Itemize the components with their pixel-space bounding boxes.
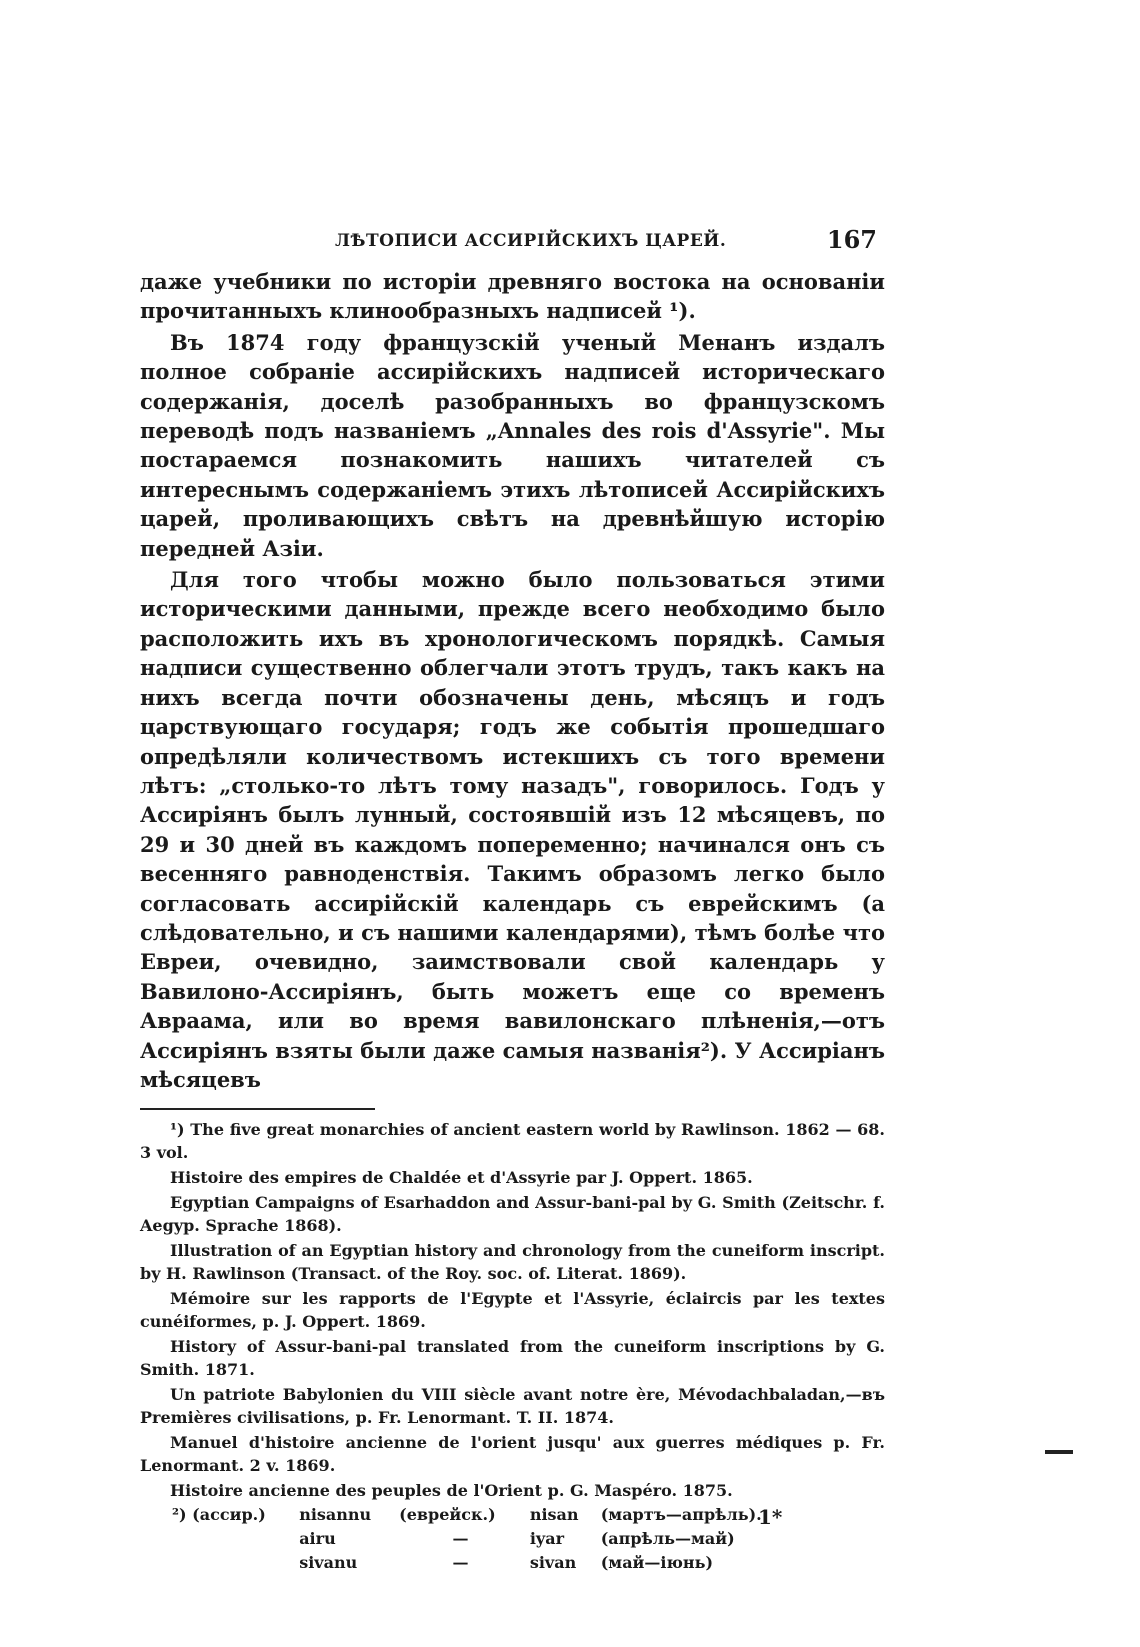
footnote-item: Egyptian Campaigns of Esarhaddon and Assur-bani-pal by G. Smith (Zeitschr. f. Aegyp. Sprache 1868). (140, 1193, 885, 1236)
main-text (140, 267, 885, 1094)
page-header (140, 225, 885, 261)
modern-months: (мартъ—апрѣль). (600, 1504, 762, 1524)
paragraph-2: Въ 1874 году французскій ученый Менанъ издалъ полное собраніе ассирійскихъ надписей историческаго содержанія, доселѣ разобранныхъ во французскомъ переводѣ подъ названіемъ „Annales des rois d'Assyrie". Мы постараемся познакомить нашихъ читателей съ интереснымъ содержаніемъ этихъ лѣтописей Ассирійскихъ царей, проливающихъ свѣтъ на древнѣйшую исторію передней Азіи. (140, 329, 885, 561)
modern-months: (апрѣль—май) (600, 1528, 735, 1548)
paragraph-3: Для того чтобы можно было пользоваться этими историческими данными, прежде всего необходимо было расположить ихъ въ хронологическомъ порядкѣ. Самыя надписи существенно облегчали этотъ трудъ, такъ какъ на нихъ всегда почти обозначены день, мѣсяцъ и годъ царствующаго государя; годъ же событія прошедшаго опредѣляли количествомъ истекшихъ съ того времени лѣтъ: „столько-то лѣтъ тому назадъ", говорилось. Годъ у Ассиріянъ былъ лунный, состоявшій изъ 12 мѣсяцевъ, по 29 и 30 дней въ каждомъ попеременно; начинался онъ съ весенняго равноденствія. Такимъ образомъ легко было согласовать ассирійскій календарь съ еврейскимъ (а слѣдовательно, и съ нашими календарями), тѣмъ болѣе что Евреи, очевидно, заимствовали свой календарь у Вавилоно-Ассиріянъ, быть можетъ еще со временъ Авраама, или во время вавилонскаго плѣненія,—отъ Ассиріянъ взяты были даже самыя названія²). У Ассиріанъ мѣсяцевъ (140, 567, 885, 1092)
edge-mark (1045, 1450, 1073, 1454)
book-page (140, 225, 885, 1574)
footnote-1: ¹) The five great monarchies of ancient eastern world by Rawlinson. 1862 — 68. 3 vol. (140, 1120, 885, 1163)
paragraph-1: даже учебники по исторіи древняго востока на основаніи прочитанныхъ клинообразныхъ надписей ¹). (140, 269, 885, 324)
assyrian-month: nisannu (299, 1504, 372, 1524)
language-label: (еврейск.) (399, 1504, 496, 1524)
language-label: — (452, 1552, 469, 1572)
footnote-divider (140, 1108, 375, 1110)
footnote-item: Un patriote Babylonien du VIII siècle avant notre ère, Mévodachbaladan,—въ Premières civilisations, p. Fr. Lenormant. T. II. 1874. (140, 1385, 885, 1428)
running-title: ЛѢТОПИСИ АССИРІЙСКИХЪ ЦАРЕЙ. (335, 231, 727, 251)
footnote-marker (168, 1550, 295, 1574)
assyrian-month: sivanu (299, 1552, 358, 1572)
footnote-item: Histoire des empires de Chaldée et d'Assyrie par J. Oppert. 1865. (170, 1168, 753, 1188)
hebrew-month: nisan (529, 1504, 579, 1524)
table-row (168, 1502, 808, 1526)
footnote-item: History of Assur-bani-pal translated from the cuneiform inscriptions by G. Smith. 1871. (140, 1337, 885, 1380)
hebrew-month: sivan (529, 1552, 577, 1572)
table-row (168, 1526, 808, 1550)
footnote-marker (168, 1526, 295, 1550)
language-label: — (452, 1528, 469, 1548)
hebrew-month: iyar (529, 1528, 564, 1548)
assyrian-month: airu (299, 1528, 336, 1548)
month-calendar-table (168, 1502, 808, 1574)
footnote-item: Mémoire sur les rapports de l'Egypte et l'Assyrie, éclaircis par les textes cunéiformes, p. J. Oppert. 1869. (140, 1289, 885, 1332)
modern-months: (май—іюнь) (600, 1552, 714, 1572)
page-number: 167 (826, 225, 877, 254)
footnote-marker: ²) (ассир.) (172, 1504, 266, 1524)
footnote-item: Histoire ancienne des peuples de l'Orient p. G. Maspéro. 1875. (170, 1481, 733, 1501)
footnote-item: Illustration of an Egyptian history and chronology from the cuneiform inscript. by H. Rawlinson (Transact. of the Roy. soc. of. Literat. 1869). (140, 1241, 885, 1284)
table-row (168, 1550, 808, 1574)
footnote-item: Manuel d'histoire ancienne de l'orient jusqu' aux guerres médiques p. Fr. Lenormant. 2 v. 1869. (140, 1433, 885, 1476)
signature-mark: 1* (758, 1505, 783, 1529)
